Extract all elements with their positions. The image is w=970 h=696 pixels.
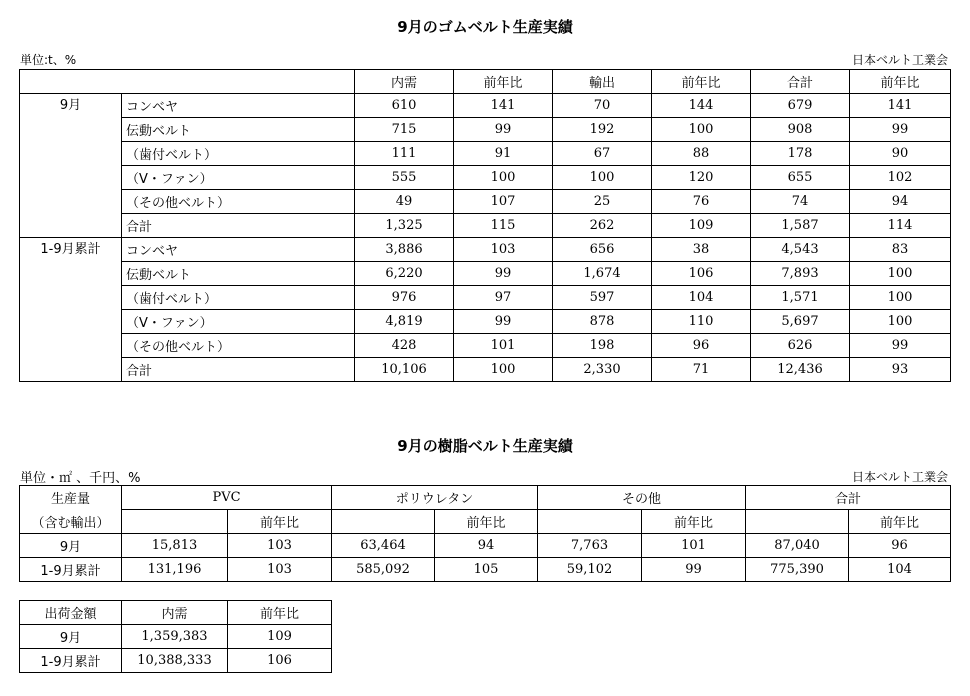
value-cell: 3,886 xyxy=(355,238,454,262)
value-cell: 775,390 xyxy=(746,558,849,582)
value-cell: 106 xyxy=(652,262,751,286)
resin-corner-top: 生産量 xyxy=(20,486,122,510)
value-cell: 109 xyxy=(228,625,332,649)
value-cell: 99 xyxy=(642,558,746,582)
value-cell: 101 xyxy=(642,534,746,558)
rubber-header-row xyxy=(20,70,951,94)
value-cell: 4,543 xyxy=(751,238,850,262)
table-row xyxy=(20,649,332,673)
value-cell: 120 xyxy=(652,166,751,190)
value-cell: 7,893 xyxy=(751,262,850,286)
period-cell: 9月 xyxy=(20,534,122,558)
resin-sub-yoy: 前年比 xyxy=(849,510,951,534)
value-cell: 715 xyxy=(355,118,454,142)
value-cell: 100 xyxy=(850,310,951,334)
item-cell: 伝動ベルト xyxy=(122,262,355,286)
table-row xyxy=(20,286,951,310)
value-cell: 111 xyxy=(355,142,454,166)
value-cell: 100 xyxy=(454,166,553,190)
value-cell: 4,819 xyxy=(355,310,454,334)
value-cell: 597 xyxy=(553,286,652,310)
value-cell: 110 xyxy=(652,310,751,334)
resin-subheader-row xyxy=(20,510,951,534)
value-cell: 626 xyxy=(751,334,850,358)
value-cell: 93 xyxy=(850,358,951,382)
resin-header-row xyxy=(20,486,951,510)
value-cell: 38 xyxy=(652,238,751,262)
value-cell: 100 xyxy=(850,286,951,310)
value-cell: 10,106 xyxy=(355,358,454,382)
item-cell: （V・ファン） xyxy=(122,310,355,334)
value-cell: 63,464 xyxy=(332,534,435,558)
rubber-title: 9月のゴムベルト生産実績 xyxy=(397,18,573,36)
value-cell: 7,763 xyxy=(538,534,642,558)
value-cell: 428 xyxy=(355,334,454,358)
value-cell: 2,330 xyxy=(553,358,652,382)
value-cell: 104 xyxy=(652,286,751,310)
resin-sub-yoy: 前年比 xyxy=(435,510,538,534)
value-cell: 105 xyxy=(435,558,538,582)
rubber-header-domestic: 内需 xyxy=(355,70,454,94)
value-cell: 104 xyxy=(849,558,951,582)
resin-table xyxy=(19,485,951,582)
period-cell: 1-9月累計 xyxy=(20,649,122,673)
value-cell: 1,674 xyxy=(553,262,652,286)
item-cell: （歯付ベルト） xyxy=(122,286,355,310)
table-row xyxy=(20,214,951,238)
value-cell: 99 xyxy=(454,118,553,142)
value-cell: 99 xyxy=(454,310,553,334)
value-cell: 67 xyxy=(553,142,652,166)
value-cell: 90 xyxy=(850,142,951,166)
rubber-table xyxy=(19,69,951,382)
table-row xyxy=(20,334,951,358)
value-cell: 878 xyxy=(553,310,652,334)
item-cell: （その他ベルト） xyxy=(122,334,355,358)
value-cell: 99 xyxy=(850,334,951,358)
table-row xyxy=(20,625,332,649)
rubber-header-yoy: 前年比 xyxy=(652,70,751,94)
value-cell: 908 xyxy=(751,118,850,142)
value-cell: 76 xyxy=(652,190,751,214)
table-row xyxy=(20,190,951,214)
value-cell: 49 xyxy=(355,190,454,214)
value-cell: 99 xyxy=(454,262,553,286)
value-cell: 141 xyxy=(454,94,553,118)
value-cell: 555 xyxy=(355,166,454,190)
value-cell: 10,388,333 xyxy=(122,649,228,673)
item-cell: （歯付ベルト） xyxy=(122,142,355,166)
shipment-header-row xyxy=(20,601,332,625)
value-cell: 103 xyxy=(228,534,332,558)
table-row xyxy=(20,166,951,190)
table-row xyxy=(20,534,951,558)
resin-unit: 単位・㎡ 、千円、% xyxy=(20,471,141,486)
value-cell: 100 xyxy=(652,118,751,142)
shipment-header-amount: 出荷金額 xyxy=(20,601,122,625)
resin-sub-blank xyxy=(746,510,849,534)
item-cell: コンベヤ xyxy=(122,94,355,118)
value-cell: 103 xyxy=(454,238,553,262)
value-cell: 100 xyxy=(850,262,951,286)
value-cell: 141 xyxy=(850,94,951,118)
value-cell: 262 xyxy=(553,214,652,238)
value-cell: 94 xyxy=(850,190,951,214)
value-cell: 5,697 xyxy=(751,310,850,334)
value-cell: 1,571 xyxy=(751,286,850,310)
value-cell: 6,220 xyxy=(355,262,454,286)
value-cell: 15,813 xyxy=(122,534,228,558)
resin-sub-yoy: 前年比 xyxy=(228,510,332,534)
table-row xyxy=(20,238,951,262)
resin-title: 9月の樹脂ベルト生産実績 xyxy=(397,437,573,455)
item-cell: 合計 xyxy=(122,358,355,382)
value-cell: 97 xyxy=(454,286,553,310)
table-row xyxy=(20,358,951,382)
table-row xyxy=(20,310,951,334)
rubber-header-total: 合計 xyxy=(751,70,850,94)
value-cell: 103 xyxy=(228,558,332,582)
rubber-header-yoy: 前年比 xyxy=(454,70,553,94)
value-cell: 131,196 xyxy=(122,558,228,582)
value-cell: 107 xyxy=(454,190,553,214)
value-cell: 91 xyxy=(454,142,553,166)
value-cell: 585,092 xyxy=(332,558,435,582)
value-cell: 70 xyxy=(553,94,652,118)
value-cell: 87,040 xyxy=(746,534,849,558)
table-row xyxy=(20,94,951,118)
table-row xyxy=(20,558,951,582)
value-cell: 94 xyxy=(435,534,538,558)
table-row xyxy=(20,118,951,142)
value-cell: 101 xyxy=(454,334,553,358)
item-cell: 合計 xyxy=(122,214,355,238)
value-cell: 976 xyxy=(355,286,454,310)
item-cell: （V・ファン） xyxy=(122,166,355,190)
value-cell: 655 xyxy=(751,166,850,190)
shipment-table xyxy=(19,600,332,673)
resin-sub-blank xyxy=(122,510,228,534)
value-cell: 115 xyxy=(454,214,553,238)
value-cell: 74 xyxy=(751,190,850,214)
resin-corner-bottom: （含む輸出） xyxy=(20,510,122,534)
value-cell: 25 xyxy=(553,190,652,214)
value-cell: 109 xyxy=(652,214,751,238)
value-cell: 100 xyxy=(454,358,553,382)
value-cell: 1,359,383 xyxy=(122,625,228,649)
value-cell: 1,587 xyxy=(751,214,850,238)
value-cell: 178 xyxy=(751,142,850,166)
value-cell: 144 xyxy=(652,94,751,118)
value-cell: 102 xyxy=(850,166,951,190)
value-cell: 71 xyxy=(652,358,751,382)
rubber-source: 日本ベルト工業会 xyxy=(851,53,948,67)
value-cell: 114 xyxy=(850,214,951,238)
period-cell: 1-9月累計 xyxy=(20,558,122,582)
table-row xyxy=(20,262,951,286)
value-cell: 96 xyxy=(652,334,751,358)
period-cell: 1-9月累計 xyxy=(20,238,122,382)
value-cell: 88 xyxy=(652,142,751,166)
rubber-header-export: 輸出 xyxy=(553,70,652,94)
table-row xyxy=(20,142,951,166)
value-cell: 100 xyxy=(553,166,652,190)
period-cell: 9月 xyxy=(20,625,122,649)
value-cell: 1,325 xyxy=(355,214,454,238)
shipment-header-yoy: 前年比 xyxy=(228,601,332,625)
item-cell: 伝動ベルト xyxy=(122,118,355,142)
item-cell: （その他ベルト） xyxy=(122,190,355,214)
value-cell: 198 xyxy=(553,334,652,358)
value-cell: 12,436 xyxy=(751,358,850,382)
rubber-header-yoy: 前年比 xyxy=(850,70,951,94)
value-cell: 656 xyxy=(553,238,652,262)
resin-sub-blank xyxy=(538,510,642,534)
value-cell: 83 xyxy=(850,238,951,262)
shipment-header-domestic: 内需 xyxy=(122,601,228,625)
value-cell: 192 xyxy=(553,118,652,142)
value-cell: 96 xyxy=(849,534,951,558)
resin-sub-blank xyxy=(332,510,435,534)
resin-source: 日本ベルト工業会 xyxy=(851,470,948,484)
resin-cat-total: 合計 xyxy=(746,486,951,510)
resin-cat-pvc: PVC xyxy=(122,486,332,510)
resin-sub-yoy: 前年比 xyxy=(642,510,746,534)
period-cell: 9月 xyxy=(20,94,122,238)
value-cell: 679 xyxy=(751,94,850,118)
resin-cat-polyurethane: ポリウレタン xyxy=(332,486,538,510)
rubber-header-corner xyxy=(20,70,355,94)
value-cell: 59,102 xyxy=(538,558,642,582)
item-cell: コンベヤ xyxy=(122,238,355,262)
value-cell: 106 xyxy=(228,649,332,673)
value-cell: 99 xyxy=(850,118,951,142)
resin-cat-other: その他 xyxy=(538,486,746,510)
rubber-unit: 単位:t、% xyxy=(20,53,77,67)
value-cell: 610 xyxy=(355,94,454,118)
